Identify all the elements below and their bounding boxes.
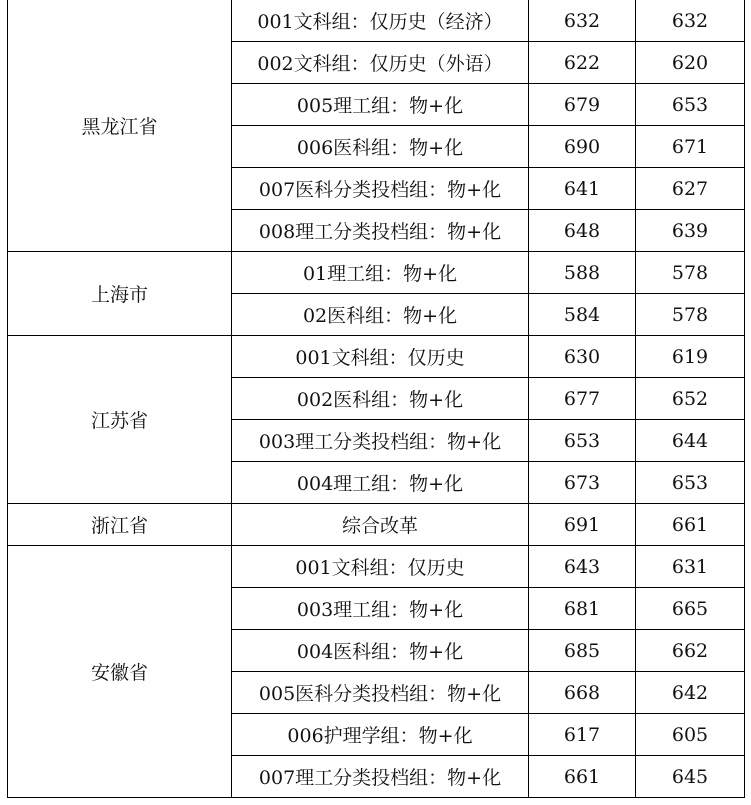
table-row (8, 336, 745, 378)
score-cell: 677 (529, 378, 636, 420)
group-cell: 007医科分类投档组：物+化 (232, 168, 529, 210)
score-cell: 643 (529, 546, 636, 588)
group-cell: 02医科组：物+化 (232, 294, 529, 336)
score-cell: 639 (636, 210, 745, 252)
score-cell: 627 (636, 168, 745, 210)
score-cell: 653 (636, 462, 745, 504)
group-cell: 综合改革 (232, 504, 529, 546)
group-cell: 005理工组：物+化 (232, 84, 529, 126)
score-cell: 578 (636, 252, 745, 294)
score-cell: 632 (529, 0, 636, 42)
score-cell: 578 (636, 294, 745, 336)
score-cell: 653 (636, 84, 745, 126)
score-cell: 673 (529, 462, 636, 504)
group-cell: 006医科组：物+化 (232, 126, 529, 168)
score-cell: 631 (636, 546, 745, 588)
score-cell: 584 (529, 294, 636, 336)
score-cell: 652 (636, 378, 745, 420)
score-cell: 645 (636, 756, 745, 798)
province-cell: 浙江省 (8, 504, 232, 546)
group-cell: 004医科组：物+化 (232, 630, 529, 672)
group-cell: 001文科组：仅历史 (232, 336, 529, 378)
group-cell: 007理工分类投档组：物+化 (232, 756, 529, 798)
province-cell: 安徽省 (8, 546, 232, 798)
group-cell: 003理工组：物+化 (232, 588, 529, 630)
table-row (8, 546, 745, 588)
score-cell: 588 (529, 252, 636, 294)
group-cell: 001文科组：仅历史 (232, 546, 529, 588)
group-cell: 006护理学组：物+化 (232, 714, 529, 756)
province-cell: 上海市 (8, 252, 232, 336)
score-cell: 605 (636, 714, 745, 756)
score-cell: 630 (529, 336, 636, 378)
score-cell: 619 (636, 336, 745, 378)
group-cell: 004理工组：物+化 (232, 462, 529, 504)
score-cell: 642 (636, 672, 745, 714)
score-cell: 622 (529, 42, 636, 84)
group-cell: 005医科分类投档组：物+化 (232, 672, 529, 714)
score-cell: 690 (529, 126, 636, 168)
score-cell: 661 (636, 504, 745, 546)
score-cell: 653 (529, 420, 636, 462)
group-cell: 008理工分类投档组：物+化 (232, 210, 529, 252)
score-cell: 617 (529, 714, 636, 756)
province-cell: 黑龙江省 (8, 0, 232, 252)
score-cell: 632 (636, 0, 745, 42)
score-cell: 671 (636, 126, 745, 168)
table-row (8, 0, 745, 42)
group-cell: 002医科组：物+化 (232, 378, 529, 420)
score-cell: 665 (636, 588, 745, 630)
score-cell: 685 (529, 630, 636, 672)
table-row (8, 504, 745, 546)
score-cell: 679 (529, 84, 636, 126)
score-cell: 662 (636, 630, 745, 672)
score-cell: 681 (529, 588, 636, 630)
admission-score-table (7, 0, 745, 798)
table-row (8, 252, 745, 294)
score-cell: 620 (636, 42, 745, 84)
score-cell: 668 (529, 672, 636, 714)
score-cell: 648 (529, 210, 636, 252)
province-cell: 江苏省 (8, 336, 232, 504)
score-cell: 644 (636, 420, 745, 462)
group-cell: 002文科组：仅历史（外语） (232, 42, 529, 84)
score-cell: 691 (529, 504, 636, 546)
score-cell: 661 (529, 756, 636, 798)
score-cell: 641 (529, 168, 636, 210)
group-cell: 001文科组：仅历史（经济） (232, 0, 529, 42)
group-cell: 01理工组：物+化 (232, 252, 529, 294)
group-cell: 003理工分类投档组：物+化 (232, 420, 529, 462)
